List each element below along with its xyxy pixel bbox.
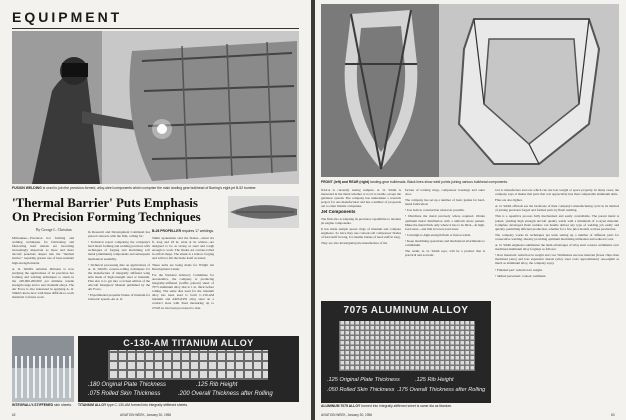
article-paragraph: A. O. Smith's Aviation Division is now studying the applications of its precision hot forming and welding techniques to steels in the 220,000-260,000 psi ultimate tensile strength range and to new titanium alloys. The Air Force is also interested in applying A. O. Smith's know-how with these difficult-to-work materials to future work. (12, 266, 74, 300)
titanium-panel-title: C-130-AM TITANIUM ALLOY (123, 338, 254, 348)
section-header: EQUIPMENT (12, 9, 123, 25)
aluminum-waffle-grid (339, 321, 475, 371)
titanium-spec-4: .200 Overall Thickness after Rolling (178, 391, 273, 397)
propeller-blade-image (228, 196, 299, 228)
rear-bulkhead-image (439, 4, 619, 177)
caption-lead: ALUMINUM 7075 ALLOY (321, 404, 361, 408)
titanium-spec-2: .125 Rib Height (196, 382, 238, 388)
article-column-3 (152, 236, 214, 334)
caption-lead: INTEGRALLY-STIFFENED (12, 403, 54, 407)
article-paragraph: ical to manufacture and one which can use less weight or space properly. In many cases, the company says, it makes that parts that cost appreciably less than comparable aluminum units. (495, 188, 619, 197)
article-paragraph: • Use hollow construction wherever possible. (405, 208, 465, 213)
caption-lead: FUSION WELDING (12, 186, 42, 190)
aluminum-spec-1: .125 Original Plate Thickness (327, 377, 400, 383)
right-page-number: 63 (611, 413, 615, 417)
article-paragraph: NACA is currently testing samples. A. O. Smith is interested in the metal whether or not it is usable, except the guidance system. The company has undertaken a research project for one manufacturer and has a number of proposals out to other missile companies. (321, 188, 401, 209)
aluminum-panel-title: 7075 ALUMINUM ALLOY (343, 305, 469, 316)
caption-lead: B-26 PROPELLER (152, 229, 182, 233)
caption-text: skin sheets. (54, 403, 72, 407)
caption-text: is used to join the precision-formed, alloy-steel components which comprise the main landing gear bulkhead of Boeing's eight-jet B-52 bomber. (42, 186, 257, 190)
article-paragraph: A. O. Smith engineers summarize the main advantages of alloy steel contour weldments over machined aluminum alloy forgings as follows: (495, 243, 619, 252)
left-page (0, 0, 311, 420)
article-paragraph: Milwaukee—Precision hot forming and welding techniques for fabricating and fabricating hard metals are becoming increasingly important as more and more aircraft penetrate deeper into the "thermal barrier," requiring greater use of heat-resistant high-strength metals. (12, 236, 74, 265)
propeller-photo (228, 196, 299, 228)
caption-lead: TITANIUM ALLOY (78, 403, 107, 407)
left-page-issue: AVIATION WEEK, January 30, 1956 (120, 413, 172, 417)
article-paragraph: For the National Advisory Committee for Aeronautics, the company is producing integrally-stiffened (waffle pattern) sheet of 7075 aluminum alloy that is 1 in. thick before rolling. The same dies used for the titanium alloy has been used to form C-130-AM titanium and AMS-6435 alloy steel on a contract done with Steel measuring up to 27x63 in. has been processed to date. (152, 272, 214, 310)
titanium-caption (78, 403, 299, 407)
integrally-stiffened-caption (12, 403, 74, 407)
front-bulkhead-photo (321, 4, 439, 177)
article-paragraph: This is a repetitive process fully mechanized and easily controllable. The parent metal is joined, yielding high strength aircraft quality welds with a minimum of x-rayed material. Complete developed flush welders can handle almost any type of welding job easily and quickly, permitting efficient production, whether for a few pilot models or mass production. (495, 214, 619, 231)
headline-line-1: 'Thermal Barrier' Puts Emphasis (12, 195, 198, 210)
integrally-stiffened-photo (12, 336, 74, 402)
article-paragraph: In Research and Development Command has placed contracts with the firm, calling for: (88, 230, 150, 239)
caption-text: landing-gear bulkheads. Black lines show weld points joining various bulkhead components. (370, 180, 508, 184)
aluminum-spec-3: .050 Rolled Skin Thickness (327, 387, 395, 393)
right-page (315, 0, 626, 420)
article-paragraph: A. O. Smith officials see the backbone of their company's manufacturing cycle in its method of joining precision forged and formed parts by flush welding. (495, 204, 619, 213)
article-paragraph: The company has set up a number of basic guides for hard-metal fabrication: (405, 198, 485, 207)
article-paragraph: • Technical processing data on applications of A. O. Smith's contour-rolling techniques for the manufacture of integrally stiffened wing skin made of high-strength steel or titanium. Plan also is to get into a revised edition of the Aircraft Designers' Manual published by the Air Force. (88, 262, 150, 292)
right-column-2 (405, 188, 485, 300)
article-paragraph: • Technical report comparing the company's hard metal forming and welding practices with techniques of forging and machining soft metal (aluminum) components and subsequent mechanical assembly. (88, 240, 150, 261)
article-paragraph: • Skilled personnel: contour weldment (495, 273, 546, 278)
header-rule (12, 28, 299, 29)
right-column-1 (321, 188, 401, 300)
article-paragraph: Smith spokesman said the blades—about six ft. long and 18 in. wide at its widest—are designed to be as strong as steel and tough enough to work. The blades are contour-rolled in airfoil shape. The shank is a hollow forging and will not fail the blade itself as tested. (152, 236, 214, 261)
rear-bulkhead-photo (439, 4, 619, 177)
article-column-2 (88, 230, 150, 334)
right-page-issue: AVIATION WEEK, January 30, 1956 (321, 413, 373, 417)
caption-lead: FRONT (left) and REAR (right) (321, 180, 370, 184)
caption-text: formed into integrally-stiffened sheet is same dia as titanium. (361, 404, 453, 408)
article-paragraph: • Experimental propeller blades of titanium for transonic speeds. An A. O. (88, 293, 150, 302)
article-paragraph: They are also investigating the manufacture of the (321, 241, 388, 246)
left-page-number: 62 (12, 413, 16, 417)
article-paragraph: • Keep machining operations and mechanical attachments to a minimum. (405, 238, 485, 248)
article-paragraph: • Finished part: reduction in weight. (495, 267, 543, 272)
propeller-caption (152, 229, 299, 233)
stiffened-sheets-image (12, 336, 74, 402)
aluminum-spec-2: .125 Rib Height (415, 377, 454, 383)
aluminum-alloy-panel (321, 301, 491, 403)
article-paragraph: facture of rotating rings, compressor housings and outer door. (405, 188, 485, 197)
titanium-spec-1: .180 Original Plate Thickness (88, 382, 167, 388)
aluminum-caption (321, 404, 491, 408)
caption-text: type C-130-AM formed into integrally stiffened sheets. (107, 403, 188, 407)
aluminum-spec-4: .175 Overall Thickness after Rolling (397, 387, 486, 393)
byline: By George L. Christian (36, 228, 72, 232)
article-paragraph: Flies are also lighter. (495, 198, 523, 203)
titanium-spec-3: .075 Rolled Skin Thickness (88, 391, 161, 397)
article-paragraph: The result, A. O. Smith says, will be a product that is practical and econom- (405, 249, 485, 258)
fusion-welding-caption (12, 186, 299, 190)
article-paragraph: • Join high-to-high-strength flush or fusion welds. (405, 232, 471, 237)
article-paragraph: • Raw materials: reduction in weight and cost. Weldments use less material (fewer chips than machined parts) and less expensive metals (alloy steel costs approximately one-eighth as much as aluminum alloy, the company says). (495, 253, 619, 266)
article-paragraph: These units are being made for Wright Air Development Center. (152, 262, 214, 271)
fusion-welding-photo (12, 31, 299, 184)
titanium-waffle-grid (108, 350, 268, 380)
headline-line-2: On Precision Forming Techniques (12, 209, 201, 224)
titanium-alloy-panel (78, 336, 299, 402)
welding-scene-image (12, 31, 299, 184)
bulkheads-caption (321, 180, 619, 184)
caption-text: requires 17 weldings. (181, 229, 215, 233)
article-paragraph: • Distribute the metal precisely where required. Obtain optimum metal distribution with a uniform stress pattern. Make the metal thick only where it has to be thick—in high-load areas—and thin in lower-load areas. (405, 214, 485, 231)
article-paragraph: The firm also is adapting its precision capabilities to modern jet engine components. (321, 216, 401, 225)
subheading-jet-components: Jet Components (321, 209, 356, 215)
front-bulkhead-image (321, 4, 439, 177)
article-paragraph: It has made sample spacer rings of titanium and compare engineers. So have they use contour-roll compressor blades of hard stuff in long, for smaller blades of hard stuff in long. (321, 226, 401, 239)
article-paragraph: The company works its techniques per units setting up a number of different parts for consecutive welding, thereby providing optimum machining utilization and reduced costs. (495, 232, 619, 241)
right-column-3 (495, 188, 619, 408)
